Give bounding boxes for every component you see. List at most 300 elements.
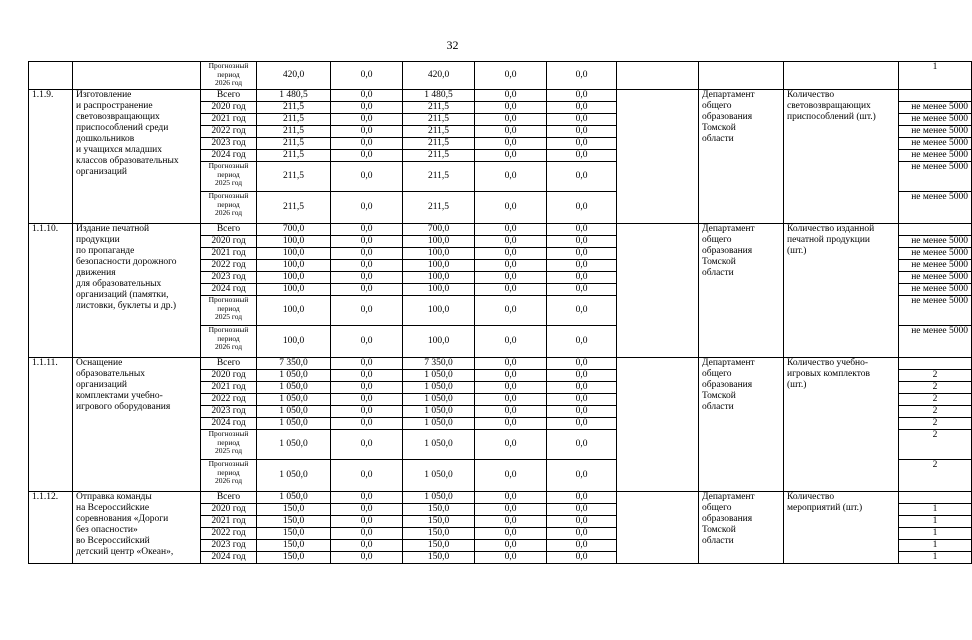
value-cell: 0,0 xyxy=(331,504,403,516)
target-cell: 2 xyxy=(899,370,972,382)
value-cell: 0,0 xyxy=(331,382,403,394)
value-cell: 211,5 xyxy=(403,192,475,224)
value-cell: 1 050,0 xyxy=(403,460,475,492)
executor-cell xyxy=(699,62,784,90)
indicator-cell-line: Количество учебно- xyxy=(787,358,869,368)
year-cell: 2021 год xyxy=(201,248,257,260)
value-cell: 0,0 xyxy=(547,418,617,430)
item-name-line: Издание печатной xyxy=(76,224,150,234)
indicator-cell-line: печатной продукции xyxy=(787,235,871,245)
value-cell: 1 050,0 xyxy=(403,382,475,394)
value-cell: 0,0 xyxy=(547,326,617,358)
executor-cell-line: области xyxy=(702,536,734,546)
value-cell: 0,0 xyxy=(547,516,617,528)
value-cell: 0,0 xyxy=(547,406,617,418)
year-cell: 2022 год xyxy=(201,394,257,406)
value-cell: 0,0 xyxy=(331,248,403,260)
value-cell: 0,0 xyxy=(547,504,617,516)
value-cell: 0,0 xyxy=(475,284,547,296)
indicator-cell xyxy=(784,224,899,358)
value-cell: 0,0 xyxy=(547,192,617,224)
year-cell: Всего xyxy=(201,358,257,370)
value-cell: 0,0 xyxy=(475,430,547,460)
value-cell: 0,0 xyxy=(547,126,617,138)
value-cell: 0,0 xyxy=(331,552,403,564)
item-number-cell xyxy=(29,62,73,90)
executor-cell-line: Департамент xyxy=(702,358,755,368)
executor-cell-line: области xyxy=(702,268,734,278)
year-cell: 2020 год xyxy=(201,504,257,516)
target-cell: не менее 5000 xyxy=(899,326,972,358)
value-cell: 1 480,5 xyxy=(257,90,331,102)
value-cell: 420,0 xyxy=(403,62,475,90)
value-cell: 100,0 xyxy=(257,260,331,272)
value-cell: 211,5 xyxy=(257,102,331,114)
value-cell: 100,0 xyxy=(403,236,475,248)
value-cell: 0,0 xyxy=(331,370,403,382)
target-cell: не менее 5000 xyxy=(899,248,972,260)
value-cell: 1 050,0 xyxy=(257,382,331,394)
target-cell: 2 xyxy=(899,406,972,418)
indicator-cell-line: (шт.) xyxy=(787,246,807,256)
value-cell: 0,0 xyxy=(547,370,617,382)
table-row xyxy=(29,358,972,370)
target-cell: 1 xyxy=(899,516,972,528)
forecast-period-cell-line: 2026 год xyxy=(214,342,243,352)
value-cell: 211,5 xyxy=(257,126,331,138)
executor-cell-line: области xyxy=(702,402,734,412)
value-cell: 0,0 xyxy=(547,358,617,370)
value-cell: 0,0 xyxy=(547,296,617,326)
value-cell: 1 480,5 xyxy=(403,90,475,102)
item-name-line: листовки, буклеты и др.) xyxy=(76,301,177,311)
value-cell: 0,0 xyxy=(547,272,617,284)
item-name-line: на Всероссийские xyxy=(76,503,150,513)
value-cell: 100,0 xyxy=(257,284,331,296)
value-cell: 211,5 xyxy=(403,150,475,162)
executor-cell-line: образования xyxy=(702,112,753,122)
item-name-line: игрового оборудования xyxy=(76,402,171,412)
value-cell: 0,0 xyxy=(547,260,617,272)
value-cell: 0,0 xyxy=(331,418,403,430)
table-row xyxy=(29,62,972,90)
value-cell: 0,0 xyxy=(475,382,547,394)
indicator-cell-line: приспособлений (шт.) xyxy=(787,112,876,122)
target-cell: 2 xyxy=(899,394,972,406)
indicator-cell xyxy=(784,62,899,90)
item-name-line: организаций xyxy=(76,167,128,177)
executor-cell-line: Департамент xyxy=(702,90,755,100)
value-cell: 0,0 xyxy=(475,162,547,192)
value-cell: 0,0 xyxy=(547,138,617,150)
executor-cell xyxy=(699,224,784,358)
value-cell: 0,0 xyxy=(475,114,547,126)
forecast-period-cell xyxy=(201,460,257,492)
executor-cell-line: Томской xyxy=(702,391,736,401)
value-cell: 0,0 xyxy=(475,492,547,504)
target-cell: 2 xyxy=(899,418,972,430)
value-cell: 0,0 xyxy=(547,460,617,492)
value-cell: 0,0 xyxy=(547,492,617,504)
forecast-period-cell-line: Прогнозный xyxy=(208,61,249,70)
item-name-line: соревнования «Дороги xyxy=(76,514,169,524)
executor-cell-line: общего xyxy=(702,101,732,111)
value-cell: 7 350,0 xyxy=(403,358,475,370)
value-cell: 211,5 xyxy=(257,138,331,150)
item-name-line: образовательных xyxy=(76,369,145,379)
value-cell: 100,0 xyxy=(257,272,331,284)
value-cell: 0,0 xyxy=(331,394,403,406)
empty-cell xyxy=(617,90,699,224)
value-cell: 0,0 xyxy=(331,284,403,296)
value-cell: 211,5 xyxy=(403,138,475,150)
target-cell: не менее 5000 xyxy=(899,102,972,114)
item-number: 1.1.12. xyxy=(29,492,73,564)
executor-cell-line: области xyxy=(702,134,734,144)
value-cell: 0,0 xyxy=(547,430,617,460)
indicator-cell-line: Количество изданной xyxy=(787,224,875,234)
value-cell: 0,0 xyxy=(475,418,547,430)
executor-cell xyxy=(699,90,784,224)
value-cell: 211,5 xyxy=(257,150,331,162)
value-cell: 150,0 xyxy=(257,540,331,552)
year-cell: 2024 год xyxy=(201,150,257,162)
value-cell: 0,0 xyxy=(331,358,403,370)
value-cell: 0,0 xyxy=(475,516,547,528)
forecast-period-cell-line: 2025 год xyxy=(214,446,243,456)
value-cell: 700,0 xyxy=(257,224,331,236)
value-cell: 0,0 xyxy=(331,138,403,150)
value-cell: 0,0 xyxy=(547,224,617,236)
value-cell: 0,0 xyxy=(475,358,547,370)
value-cell: 0,0 xyxy=(475,504,547,516)
value-cell: 1 050,0 xyxy=(257,418,331,430)
item-number: 1.1.9. xyxy=(29,90,73,224)
value-cell: 0,0 xyxy=(331,492,403,504)
item-name-line: детский центр «Океан», xyxy=(76,547,174,557)
value-cell: 1 050,0 xyxy=(257,370,331,382)
target-cell: 1 xyxy=(899,504,972,516)
value-cell: 100,0 xyxy=(403,272,475,284)
value-cell: 0,0 xyxy=(475,90,547,102)
target-cell: 2 xyxy=(899,430,972,460)
value-cell: 0,0 xyxy=(475,370,547,382)
item-number: 1.1.11. xyxy=(29,358,73,492)
year-cell: 2024 год xyxy=(201,418,257,430)
item-name-line: без опасности» xyxy=(76,525,138,535)
indicator-cell-line: игровых комплектов xyxy=(787,369,870,379)
forecast-period-cell xyxy=(201,430,257,460)
item-number: 1.1.10. xyxy=(29,224,73,358)
value-cell: 150,0 xyxy=(257,516,331,528)
year-cell: Всего xyxy=(201,492,257,504)
executor-cell xyxy=(699,492,784,564)
target-cell xyxy=(899,224,972,236)
table-row xyxy=(29,492,972,504)
empty-cell xyxy=(617,492,699,564)
item-name-line: Отправка команды xyxy=(76,492,152,502)
target-cell: 1 xyxy=(899,528,972,540)
value-cell: 0,0 xyxy=(475,326,547,358)
executor-cell-line: образования xyxy=(702,246,753,256)
value-cell: 100,0 xyxy=(257,236,331,248)
year-cell: 2022 год xyxy=(201,528,257,540)
value-cell: 1 050,0 xyxy=(257,492,331,504)
item-name-line: и учащихся младших xyxy=(76,145,162,155)
value-cell: 211,5 xyxy=(257,114,331,126)
value-cell: 150,0 xyxy=(403,552,475,564)
value-cell: 0,0 xyxy=(331,516,403,528)
executor-cell-line: Департамент xyxy=(702,224,755,234)
target-cell: не менее 5000 xyxy=(899,150,972,162)
year-cell: 2023 год xyxy=(201,138,257,150)
item-name-line: во Всероссийский xyxy=(76,536,150,546)
item-name-line: Оснащение xyxy=(76,358,123,368)
target-cell: не менее 5000 xyxy=(899,192,972,224)
value-cell: 0,0 xyxy=(475,528,547,540)
value-cell: 0,0 xyxy=(475,224,547,236)
value-cell: 0,0 xyxy=(547,90,617,102)
forecast-period-cell-line: 2025 год xyxy=(214,312,243,322)
forecast-period-cell-line: период xyxy=(217,303,240,313)
item-name-line: световозвращающих xyxy=(76,112,160,122)
value-cell: 0,0 xyxy=(547,114,617,126)
value-cell: 700,0 xyxy=(403,224,475,236)
value-cell: 1 050,0 xyxy=(403,430,475,460)
value-cell: 211,5 xyxy=(403,102,475,114)
value-cell: 150,0 xyxy=(403,516,475,528)
executor-cell-line: Департамент xyxy=(702,492,755,502)
value-cell: 0,0 xyxy=(475,62,547,90)
value-cell: 0,0 xyxy=(475,248,547,260)
value-cell: 1 050,0 xyxy=(257,394,331,406)
program-table xyxy=(28,61,972,564)
target-cell: не менее 5000 xyxy=(899,138,972,150)
item-name-line: и распространение xyxy=(76,101,153,111)
value-cell: 0,0 xyxy=(475,296,547,326)
year-cell: 2023 год xyxy=(201,540,257,552)
value-cell: 0,0 xyxy=(331,62,403,90)
forecast-period-cell-line: 2026 год xyxy=(214,208,243,218)
executor-cell-line: образования xyxy=(702,380,753,390)
forecast-period-cell-line: период xyxy=(217,169,240,179)
empty-cell xyxy=(617,358,699,492)
table-row xyxy=(29,224,972,236)
value-cell: 0,0 xyxy=(547,528,617,540)
value-cell: 0,0 xyxy=(331,272,403,284)
target-cell: не менее 5000 xyxy=(899,272,972,284)
forecast-period-cell-line: 2025 год xyxy=(214,178,243,188)
item-name xyxy=(73,492,201,564)
value-cell: 0,0 xyxy=(331,236,403,248)
value-cell: 0,0 xyxy=(475,126,547,138)
value-cell: 0,0 xyxy=(475,102,547,114)
target-cell: не менее 5000 xyxy=(899,236,972,248)
value-cell: 150,0 xyxy=(257,504,331,516)
year-cell: 2024 год xyxy=(201,284,257,296)
value-cell: 7 350,0 xyxy=(257,358,331,370)
item-name xyxy=(73,90,201,224)
indicator-cell-line: Количество xyxy=(787,90,835,100)
indicator-cell-line: (шт.) xyxy=(787,380,807,390)
executor-cell-line: общего xyxy=(702,235,732,245)
value-cell: 0,0 xyxy=(475,236,547,248)
value-cell: 0,0 xyxy=(475,150,547,162)
year-cell: 2020 год xyxy=(201,102,257,114)
value-cell: 0,0 xyxy=(331,406,403,418)
forecast-period-cell-line: Прогнозный xyxy=(208,295,249,304)
executor-cell xyxy=(699,358,784,492)
value-cell: 0,0 xyxy=(331,528,403,540)
indicator-cell-line: мероприятий (шт.) xyxy=(787,503,863,513)
value-cell: 100,0 xyxy=(257,296,331,326)
year-cell: Всего xyxy=(201,90,257,102)
indicator-cell xyxy=(784,492,899,564)
value-cell: 0,0 xyxy=(475,192,547,224)
year-cell: 2021 год xyxy=(201,382,257,394)
value-cell: 0,0 xyxy=(331,326,403,358)
value-cell: 0,0 xyxy=(331,126,403,138)
indicator-cell-line: Количество xyxy=(787,492,835,502)
target-cell xyxy=(899,90,972,102)
value-cell: 0,0 xyxy=(547,62,617,90)
forecast-period-cell-line: Прогнозный xyxy=(208,459,249,468)
year-cell: 2023 год xyxy=(201,406,257,418)
year-cell: 2021 год xyxy=(201,516,257,528)
target-cell: не менее 5000 xyxy=(899,126,972,138)
indicator-cell xyxy=(784,90,899,224)
item-name-line: дошкольников xyxy=(76,134,135,144)
value-cell: 0,0 xyxy=(475,540,547,552)
value-cell: 1 050,0 xyxy=(403,492,475,504)
forecast-period-cell xyxy=(201,296,257,326)
executor-cell-line: общего xyxy=(702,503,732,513)
value-cell: 0,0 xyxy=(547,236,617,248)
item-name-line: движения xyxy=(76,268,116,278)
empty-cell xyxy=(617,62,699,90)
target-cell: 1 xyxy=(899,552,972,564)
forecast-period-cell-line: Прогнозный xyxy=(208,191,249,200)
executor-cell-line: Томской xyxy=(702,525,736,535)
forecast-period-cell-line: период xyxy=(217,467,240,477)
value-cell: 0,0 xyxy=(331,114,403,126)
indicator-cell-line: световозвращающих xyxy=(787,101,871,111)
value-cell: 0,0 xyxy=(331,90,403,102)
value-cell: 0,0 xyxy=(547,162,617,192)
forecast-period-cell-line: Прогнозный xyxy=(208,429,249,438)
forecast-period-cell-line: период xyxy=(217,69,240,79)
year-cell: 2023 год xyxy=(201,272,257,284)
year-cell: 2021 год xyxy=(201,114,257,126)
value-cell: 1 050,0 xyxy=(403,370,475,382)
value-cell: 150,0 xyxy=(403,504,475,516)
value-cell: 0,0 xyxy=(331,540,403,552)
value-cell: 211,5 xyxy=(257,192,331,224)
value-cell: 211,5 xyxy=(403,162,475,192)
indicator-cell xyxy=(784,358,899,492)
value-cell: 0,0 xyxy=(547,248,617,260)
item-name-line: приспособлений среди xyxy=(76,123,169,133)
value-cell: 150,0 xyxy=(403,528,475,540)
value-cell: 0,0 xyxy=(547,150,617,162)
year-cell: 2020 год xyxy=(201,370,257,382)
value-cell: 100,0 xyxy=(403,260,475,272)
item-name xyxy=(73,224,201,358)
item-name-line: безопасности дорожного xyxy=(76,257,177,267)
value-cell: 0,0 xyxy=(331,430,403,460)
value-cell: 100,0 xyxy=(403,326,475,358)
value-cell: 0,0 xyxy=(475,394,547,406)
item-name-line: продукции xyxy=(76,235,120,245)
value-cell: 0,0 xyxy=(331,192,403,224)
target-cell: не менее 5000 xyxy=(899,260,972,272)
value-cell: 100,0 xyxy=(403,296,475,326)
item-name xyxy=(73,358,201,492)
executor-cell-line: Томской xyxy=(702,123,736,133)
value-cell: 100,0 xyxy=(257,248,331,260)
executor-cell-line: образования xyxy=(702,514,753,524)
value-cell: 0,0 xyxy=(331,224,403,236)
item-name-line: комплектами учебно- xyxy=(76,391,163,401)
forecast-period-cell-line: Прогнозный xyxy=(208,161,249,170)
value-cell: 0,0 xyxy=(547,540,617,552)
value-cell: 1 050,0 xyxy=(257,430,331,460)
value-cell: 0,0 xyxy=(331,460,403,492)
value-cell: 1 050,0 xyxy=(257,406,331,418)
year-cell: 2020 год xyxy=(201,236,257,248)
value-cell: 0,0 xyxy=(331,162,403,192)
value-cell: 1 050,0 xyxy=(403,394,475,406)
value-cell: 1 050,0 xyxy=(403,418,475,430)
item-name-line: для образовательных xyxy=(76,279,162,289)
forecast-period-cell-line: 2026 год xyxy=(214,476,243,486)
value-cell: 211,5 xyxy=(403,126,475,138)
target-cell: 1 xyxy=(899,62,972,90)
value-cell: 0,0 xyxy=(331,102,403,114)
value-cell: 0,0 xyxy=(475,272,547,284)
value-cell: 0,0 xyxy=(475,460,547,492)
year-cell: 2022 год xyxy=(201,126,257,138)
value-cell: 0,0 xyxy=(475,260,547,272)
value-cell: 211,5 xyxy=(257,162,331,192)
forecast-period-cell-line: период xyxy=(217,437,240,447)
value-cell: 0,0 xyxy=(547,102,617,114)
executor-cell-line: Томской xyxy=(702,257,736,267)
forecast-period-cell xyxy=(201,162,257,192)
page-number: 32 xyxy=(446,38,459,52)
year-cell: 2024 год xyxy=(201,552,257,564)
year-cell: Всего xyxy=(201,224,257,236)
value-cell: 1 050,0 xyxy=(257,460,331,492)
value-cell: 0,0 xyxy=(547,284,617,296)
forecast-period-cell xyxy=(201,192,257,224)
target-cell: 1 xyxy=(899,540,972,552)
item-name-line: организаций (памятки, xyxy=(76,290,169,300)
forecast-period-cell-line: Прогнозный xyxy=(208,325,249,334)
executor-cell-line: общего xyxy=(702,369,732,379)
value-cell: 150,0 xyxy=(257,552,331,564)
value-cell: 150,0 xyxy=(403,540,475,552)
value-cell: 100,0 xyxy=(403,284,475,296)
value-cell: 0,0 xyxy=(547,394,617,406)
value-cell: 0,0 xyxy=(475,138,547,150)
value-cell: 0,0 xyxy=(547,552,617,564)
empty-cell xyxy=(617,224,699,358)
item-name-line: Изготовление xyxy=(76,90,132,100)
target-cell: не менее 5000 xyxy=(899,162,972,192)
item-name-line: классов образовательных xyxy=(76,156,179,166)
value-cell: 150,0 xyxy=(257,528,331,540)
